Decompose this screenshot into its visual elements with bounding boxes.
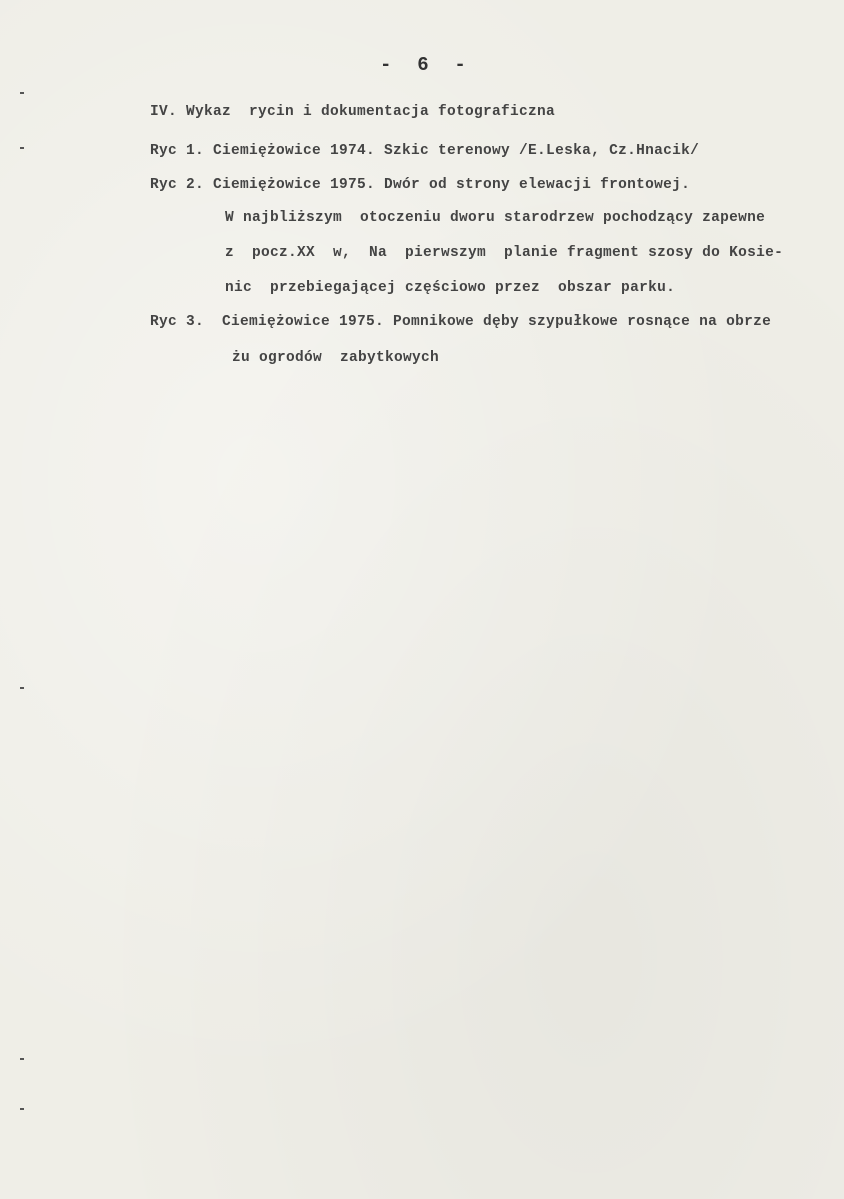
figure-caption-2: Ryc 2. Ciemiężowice 1975. Dwór od strony elewacji frontowej. bbox=[150, 177, 691, 193]
margin-mark bbox=[20, 1058, 24, 1060]
figure-caption-3-line-2: żu ogrodów zabytkowych bbox=[232, 350, 440, 366]
margin-mark bbox=[20, 687, 24, 689]
section-heading: IV. Wykaz rycin i dokumentacja fotograficzna bbox=[150, 104, 556, 120]
figure-caption-2-line-4: nic przebiegającej częściowo przez obszar parku. bbox=[225, 280, 676, 296]
margin-mark bbox=[20, 147, 24, 149]
margin-mark bbox=[20, 92, 24, 94]
figure-caption-1: Ryc 1. Ciemiężowice 1974. Szkic terenowy /E.Leska, Cz.Hnacik/ bbox=[150, 143, 700, 159]
figure-caption-2-line-3: z pocz.XX w, Na pierwszym planie fragment szosy do Kosie- bbox=[225, 245, 784, 261]
figure-caption-3: Ryc 3. Ciemiężowice 1975. Pomnikowe dęby szypułkowe rosnące na obrze bbox=[150, 314, 772, 330]
page-number: - 6 - bbox=[380, 54, 467, 76]
figure-caption-2-line-2: W najbliższym otoczeniu dworu starodrzew pochodzący zapewne bbox=[225, 210, 766, 226]
margin-mark bbox=[20, 1108, 24, 1110]
